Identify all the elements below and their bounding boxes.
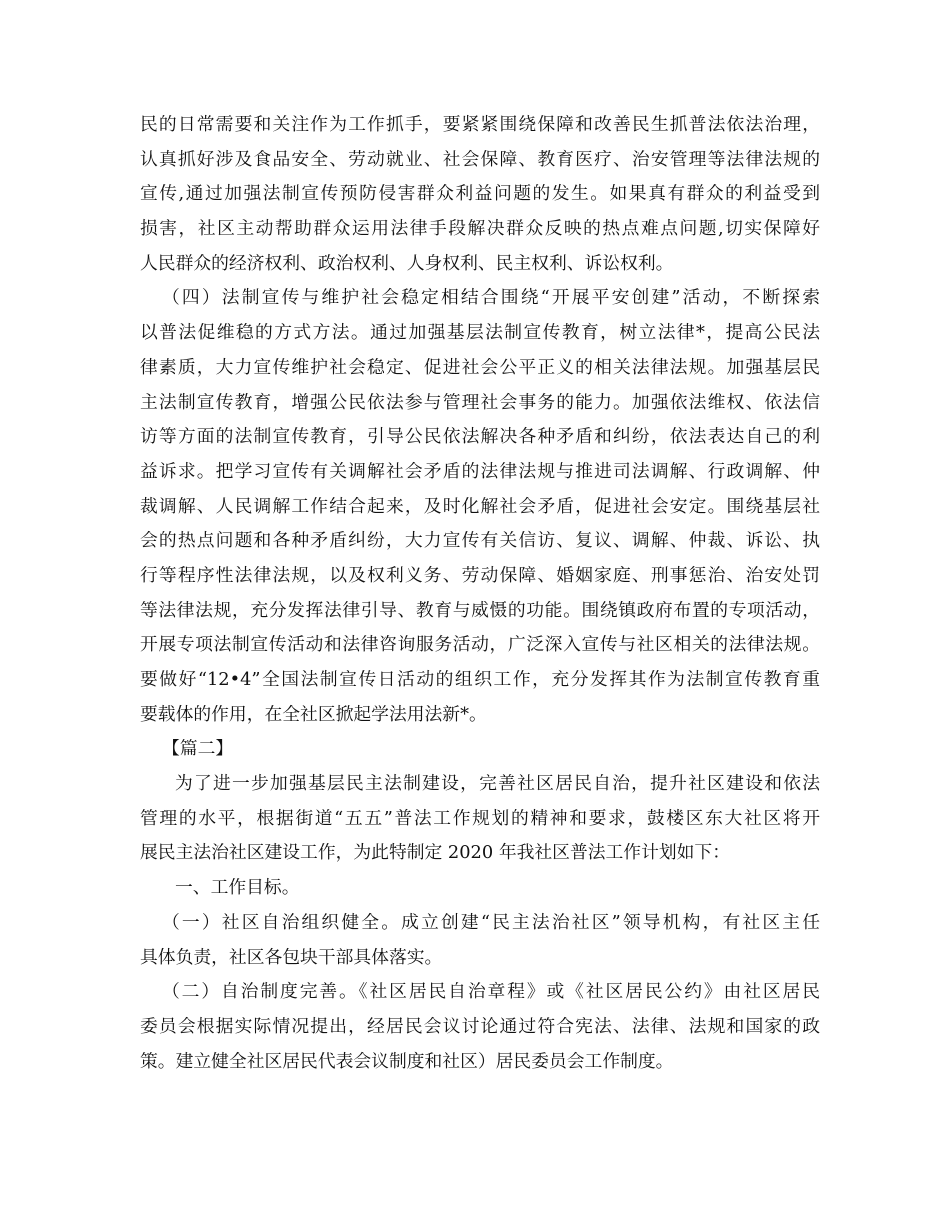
text-line: 民的日常需要和关注作为工作抓手，要紧紧围绕保障和改善民生抓普法依法治理， <box>140 114 820 135</box>
text-line: 要载体的作用，在全社区掀起学法用法新*。 <box>140 703 487 725</box>
text-line: 宣传,通过加强法制宣传预防侵害群众利益问题的发生。如果真有群众的利益受到 <box>140 183 820 205</box>
text-line: 具体负责，社区各包块干部具体落实。 <box>140 946 443 968</box>
section-heading: 【篇二】 <box>162 738 234 760</box>
text-line: 管理的水平，根据街道“五五”普法工作规划的精神和要求，鼓楼区东大社区将开 <box>140 807 820 829</box>
text-line: 认真抓好涉及食品安全、劳动就业、社会保障、教育医疗、治安管理等法律法规的 <box>140 148 820 170</box>
paragraph-start: （二）自治制度完善。《社区居民自治章程》或《社区居民公约》由社区居民 <box>162 981 820 1003</box>
text-line: 开展专项法制宣传活动和法律咨询服务活动，广泛深入宣传与社区相关的法律法规。 <box>140 634 820 656</box>
text-line: 要做好“12•4”全国法制宣传日活动的组织工作，充分发挥其作为法制宣传教育重 <box>140 669 820 690</box>
paragraph-start: （四）法制宣传与维护社会稳定相结合围绕“开展平安创建”活动，不断探索 <box>162 287 820 309</box>
paragraph-start: 为了进一步加强基层民主法制建设，完善社区居民自治，提升社区建设和依法 <box>175 773 820 795</box>
text-line: 展民主法治社区建设工作，为此特制定 2020 年我社区普法工作计划如下： <box>140 842 730 864</box>
subheading: 一、工作目标。 <box>175 877 300 899</box>
text-line: 等法律法规，充分发挥法律引导、教育与威慑的功能。围绕镇政府布置的专项活动， <box>140 599 820 621</box>
paragraph-start: （一）社区自治组织健全。成立创建“民主法治社区”领导机构，有社区主任 <box>162 911 820 933</box>
text-line: 损害，社区主动帮助群众运用法律手段解决群众反映的热点难点问题,切实保障好 <box>140 218 820 240</box>
document-body <box>140 108 820 1079</box>
text-line: 裁调解、人民调解工作结合起来，及时化解社会矛盾，促进社会安定。围绕基层社 <box>140 495 820 517</box>
text-line: 访等方面的法制宣传教育，引导公民依法解决各种矛盾和纠纷，依法表达自己的利 <box>140 426 820 448</box>
text-line: 律素质，大力宣传维护社会稳定、促进社会公平正义的相关法律法规。加强基层民 <box>140 356 820 378</box>
text-line: 行等程序性法律法规，以及权利义务、劳动保障、婚姻家庭、刑事惩治、治安处罚 <box>140 564 820 586</box>
text-line: 益诉求。把学习宣传有关调解社会矛盾的法律法规与推进司法调解、行政调解、仲 <box>140 460 820 482</box>
text-line: 会的热点问题和各种矛盾纠纷，大力宣传有关信访、复议、调解、仲裁、诉讼、执 <box>140 530 820 552</box>
text-line: 以普法促维稳的方式方法。通过加强基层法制宣传教育，树立法律*，提高公民法 <box>140 322 820 344</box>
text-line: 主法制宣传教育，增强公民依法参与管理社会事务的能力。加强依法维权、依法信 <box>140 391 820 413</box>
text-line: 委员会根据实际情况提出，经居民会议讨论通过符合宪法、法律、法规和国家的政 <box>140 1015 820 1037</box>
text-line: 策。建立健全社区居民代表会议制度和社区）居民委员会工作制度。 <box>140 1050 674 1072</box>
text-line: 人民群众的经济权利、政治权利、人身权利、民主权利、诉讼权利。 <box>140 252 674 274</box>
